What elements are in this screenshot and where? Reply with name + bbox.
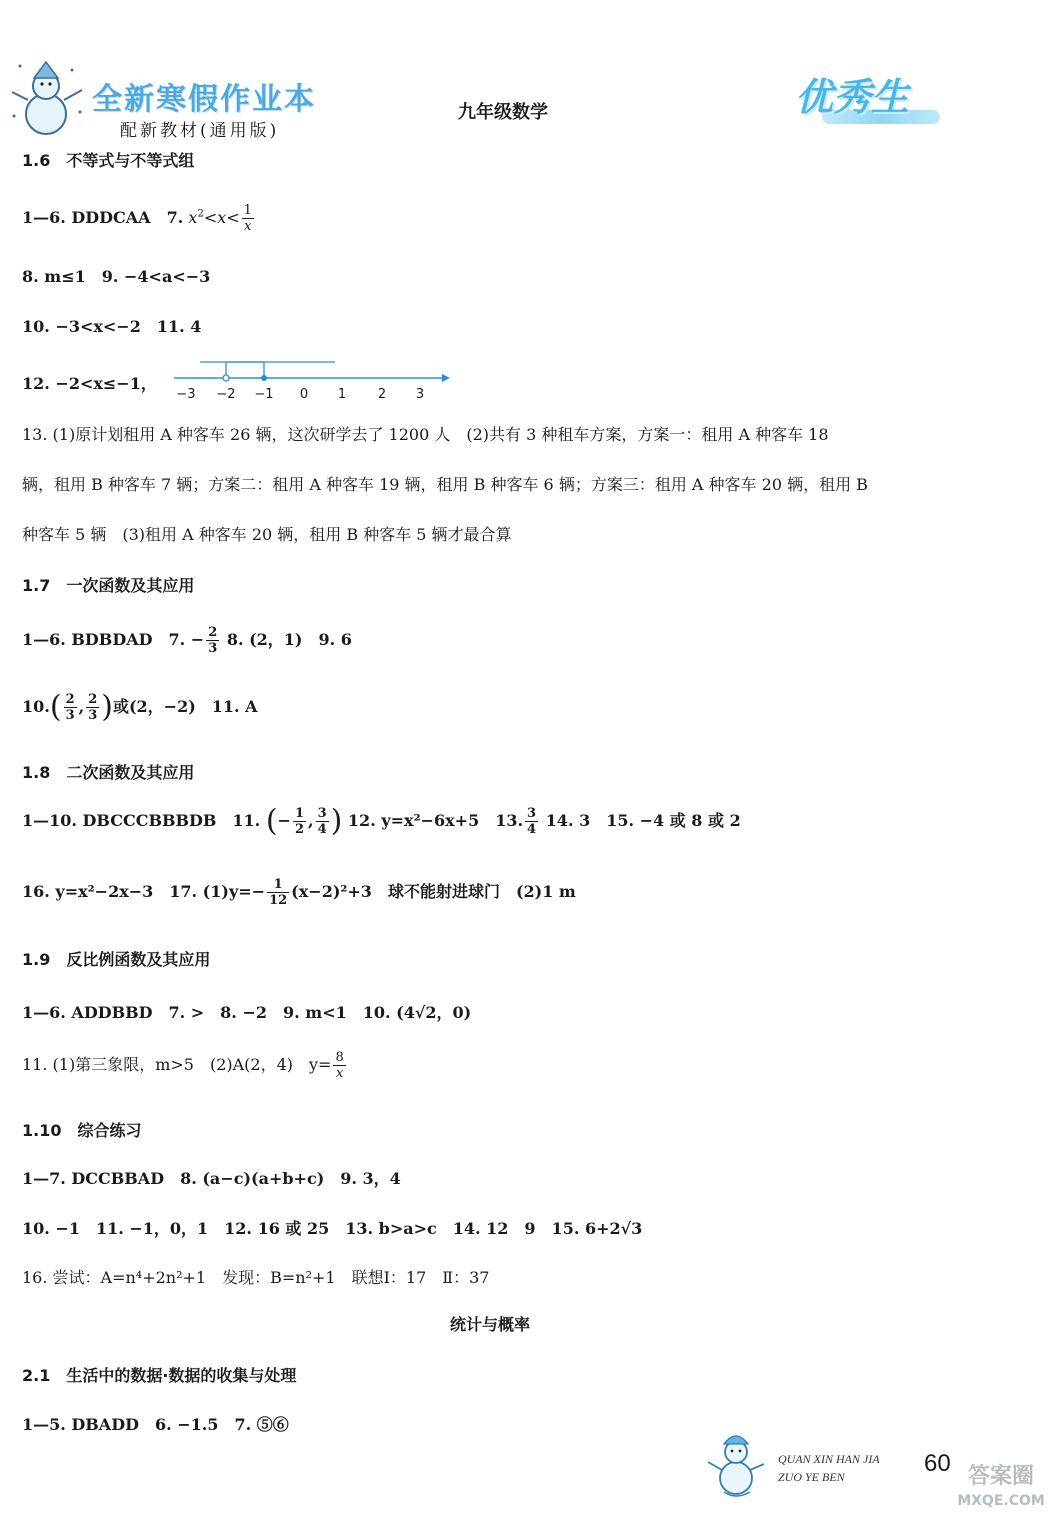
watermark: 答案圈 MXQE.COM [957,1464,1045,1509]
answer-line: 16. 尝试：A=n⁴+2n²+1 发现：B=n²+1 联想Ⅰ：17 Ⅱ：37 [22,1268,490,1287]
answer-line: 13. (1)原计划租用 A 种客车 26 辆，这次研学去了 1200 人 (2)共有 3 种租车方案，方案一：租用 A 种客车 18 [22,425,829,444]
book-edition: 配新教材(通用版) [120,121,280,141]
part-title: 统计与概率 [449,1315,530,1334]
book-series-title: 全新寒假作业本 [92,82,316,117]
footer-series-line1: QUAN XIN HAN JIA [778,1452,880,1466]
section-title-1-10: 1.10 综合练习 [22,1121,142,1140]
section-title-1-6: 1.6 不等式与不等式组 [22,151,195,170]
section-title-1-7: 1.7 一次函数及其应用 [22,576,195,595]
section-title-2-1: 2.1 生活中的数据·数据的收集与处理 [22,1366,297,1385]
answer-line: 1—10. DBCCCBBBDB 11. (− $\frac{1}{2}$ , $\frac{3}{4}$ ) 12. y=x²−6x+5 13. $\frac{3}{4}$ 14. 3 15. −4 或 8 或 2 [22,803,741,839]
tick-label: 1 [337,387,347,402]
book-subject: 九年级数学 [458,102,548,123]
tick-label: 2 [377,387,387,402]
answer-line: 辆，租用 B 种客车 7 辆；方案二：租用 A 种客车 19 辆，租用 B 种客车 6 辆；方案三：租用 A 种客车 20 辆，租用 B [22,475,868,494]
snowman-footer-icon [704,1426,770,1502]
snowman-illustration [6,56,92,138]
answer-line: 种客车 5 辆 (3)租用 A 种客车 20 辆，租用 B 种客车 5 辆才最合算 [22,525,512,544]
answer-line: 1—6. BDBDAD 7. − $\frac{2}{3}$ 8. (2，1) 9. 6 [22,625,352,656]
answer-line: 1—7. DCCBBAD 8. (a−c)(a+b+c) 9. 3，4 [22,1169,401,1188]
answer-line: 10. −3<x<−2 11. 4 [22,317,202,336]
tick-label: 3 [415,387,425,402]
answer-line: 10.( $\frac{2}{3}$ , $\frac{2}{3}$ )或(2，−2) 11. A [22,689,258,725]
section-title-1-8: 1.8 二次函数及其应用 [22,763,195,782]
answer-line: 1—6. ADDBBD 7. > 8. −2 9. m<1 10. (4√2，0) [22,1003,472,1022]
tick-label: −1 [254,387,274,402]
tick-label: 0 [299,387,309,402]
answer-line: 8. m≤1 9. −4<a<−3 [22,267,211,286]
answer-line: 12. −2<x≤−1， [22,374,157,393]
answer-line: 10. −1 11. −1，0，1 12. 16 或 25 13. b>a>c 14. 12 9 15. 6+2√3 [22,1219,643,1238]
answer-line: 1—6. DDDCAA 7. $x^2<x<$ $\frac{1}{x}$ [22,203,252,234]
brand-logo: 优秀生 [795,74,910,119]
number-line [170,356,450,402]
tick-label: −2 [216,387,236,402]
section-title-1-9: 1.9 反比例函数及其应用 [22,950,211,969]
tick-label: −3 [176,387,196,402]
answer-line: 1—5. DBADD 6. −1.5 7. ⑤⑥ [22,1415,289,1434]
answer-line: 16. y=x²−2x−3 17. (1)y=− $\frac{1}{12}$ (x−2)²+3 球不能射进球门 (2)1 m [22,877,576,908]
footer-series-line2: ZUO YE BEN [778,1470,845,1484]
answer-line: 11. (1)第三象限，m>5 (2)A(2，4) y= $\frac{8}{x}$ [22,1050,344,1081]
page-number: 60 [924,1450,951,1477]
